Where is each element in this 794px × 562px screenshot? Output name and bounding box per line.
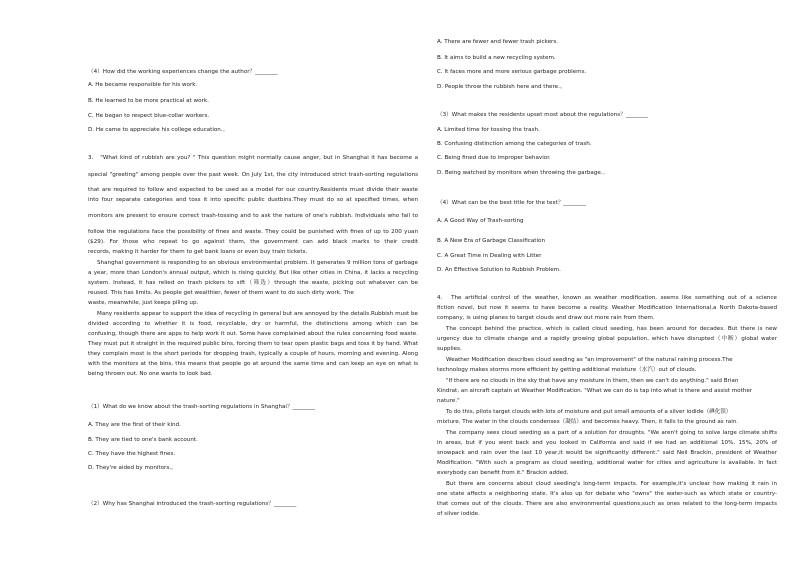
text-line: Kindrat, an aircraft captain at Weather Modification. "What we can do is tap into what is there and assist mother	[437, 388, 753, 394]
text-line: into four separate categories and toss it into specific public dustbins.They must do so at specified times, when	[88, 197, 418, 203]
text-line: They must put it straight in the required public bins, forcing them to tear open plastic bags and toss it by hand. What	[88, 341, 418, 347]
text-line: records, making it harder for them to get bank loans or even buy train tickets.	[88, 249, 308, 255]
text-line: divided according to whether it is food, recyclable, dry or harmful, the distinctions among which can be	[88, 321, 418, 327]
text-line: Shanghai government is responding to an obvious environmental problem. It generates 9 million tons of garbage	[97, 260, 418, 266]
text-line: A. Limited time for tossing the trash.	[437, 127, 540, 133]
text-line: company, is using planes to target clouds and draw out more rain from them.	[437, 315, 655, 321]
text-line: A. A Good Way of Trash-sorting	[437, 218, 524, 224]
text-line: system. Instead, it has relied on trash pickers to sift（筛选）through the waste, picking out whatever can be	[88, 280, 418, 286]
text-line: The concept behind the practice, which is called cloud seeding, has been around for decades. But there is new	[446, 326, 777, 332]
text-line: C. He began to respect blue-collar workers.	[88, 113, 210, 119]
text-line: D. Being watched by monitors when throwing the garbage.。	[437, 170, 609, 176]
text-line: C. It faces more and more serious garbage problems.	[437, 69, 587, 75]
text-line: Weather Modification describes cloud seeding as "an improvement" of the natural raining process.The	[446, 357, 733, 363]
text-line: confusing, though there are apps to help work it out. Some have complained about the rules concerning food waste.	[88, 331, 418, 337]
text-line: C. A Great Time in Dealing with Litter	[437, 253, 542, 259]
text-line: 3. "What kind of rubbish are you? " This question might normally cause anger, but in Shanghai it has become a	[88, 155, 418, 161]
text-line: with the monitors at the bins, this means that people go at around the same time and can keep an eye on what is	[88, 361, 418, 367]
text-line: B. Confusing distinction among the categories of trash.	[437, 141, 592, 147]
text-line: D. An Effective Solution to Rubbish Problem.	[437, 267, 561, 273]
text-line: in areas, but if you went back and you looked in California and said if we had an additional 10%, 15%, 20% of	[437, 440, 777, 446]
text-line: follow the regulations face the possibility of fines and waste. They could be punished with fines of up to 200 yuan	[88, 229, 418, 235]
text-line: reused. This has limits. As people get wealthier, fewer of them want to do such dirty work. The	[88, 290, 354, 296]
text-line: technology makes storms more efficient by getting additional moisture（水汽）out of clouds.	[437, 367, 697, 373]
text-line: （4）What can be the best title for the text？________	[437, 200, 586, 206]
text-line: B. He learned to be more practical at work.	[88, 98, 209, 104]
text-line: a year, more than London's annual output, which is rising quickly. But like other cities in China, it lacks a recycling	[88, 270, 418, 276]
text-line: To do this, pilots target clouds with lots of moisture and put small amounts of a silver iodide（碘化银）	[446, 409, 732, 415]
text-line: D. People throw the rubbish here and there.。	[437, 84, 566, 90]
text-line: A. They are the first of their kind.	[88, 422, 181, 428]
text-line: B. They are tied to one's bank account.	[88, 437, 198, 443]
text-line: （2）Why has Shanghai introduced the trash-sorting regulations？________	[88, 501, 297, 507]
text-line: being thrown out. No one wants to look bad.	[88, 371, 213, 377]
text-line: Many residents appear to support the idea of recycling in general but are annoyed by the details.Rubbish must be	[97, 311, 418, 317]
text-line: A. There are fewer and fewer trash pickers.	[437, 39, 559, 45]
text-line: B. It aims to build a new recycling system.	[437, 55, 556, 61]
text-line: they complain most is the short periods for dropping trash, typically a couple of hours, morning and evening. Along	[88, 351, 418, 357]
text-line: mixture. The water in the clouds condenses（凝结）and becomes heavy. Then, it falls to the ground as rain.	[437, 419, 739, 425]
text-line: D. They're aided by monitors.。	[88, 465, 177, 471]
text-line: fiction novel, but now it seems to have become a reality. Weather Modification International,a North Dakota-based	[437, 305, 777, 311]
text-line: （1）What do we know about the trash-sorting regulations in Shanghai？________	[88, 404, 315, 410]
text-line: special "greeting" among people over the past week. On July 1st, the city introduced strict trash-sorting regulations	[88, 172, 418, 178]
text-line: （4）How did the working experiences change the author？________	[88, 69, 278, 75]
text-line: urgency due to climate change and a rapidly growing global population, which have disrupted（中断）global water	[437, 336, 777, 342]
text-line: that are required to follow and expected to be used as a model for our country.Residents must divide their waste	[88, 187, 418, 193]
text-line: D. He came to appreciate his college education.。	[88, 127, 229, 133]
text-line: 4. The artificial control of the weather, known as weather modification, seems like something out of a science	[437, 295, 777, 301]
text-line: （3）What makes the residents upset most about the regulations？________	[437, 112, 649, 118]
text-line: A. He became responsible for his work.	[88, 82, 198, 88]
text-line: But there are concerns about cloud seeding's long-term impacts. For example,it's unclear how making it rain in	[446, 481, 777, 487]
text-line: of silver iodide.	[437, 511, 480, 517]
text-line: B. A New Era of Garbage Classification	[437, 238, 546, 244]
text-line: C. They have the highest fines.	[88, 451, 176, 457]
text-line: monitors are present to ensure correct trash-tossing and to ask the nature of one's rubbish. Individuals who fail to	[88, 213, 418, 219]
text-line: that comes out of the clouds. There are also environmental questions,such as ones related to the long-term impacts	[437, 501, 777, 507]
text-line: everybody can benefit from it." Brackin added.	[437, 470, 569, 476]
text-line: nature."	[437, 398, 460, 404]
text-line: waste, meanwhile, just keeps piling up.	[88, 300, 199, 306]
text-line: The company sees cloud seeding as a part of a solution for droughts. "We aren't going to solve large climate shifts	[446, 430, 777, 436]
text-line: one state affects a neighboring state. It's also up for debate who "owns" the water-such as which state or country-	[437, 491, 777, 497]
text-line: C. Being fined due to improper behavior.	[437, 155, 551, 161]
text-line: supplies.	[437, 346, 462, 352]
text-line: ($29). For those who repeat to go against them, the government can add black marks to their credit	[88, 239, 418, 245]
text-line: "If there are no clouds in the sky that have any moisture in them, then we can't do anything." said Brian	[446, 378, 739, 384]
text-line: snowpack and rain over the last 10 year,it would be significantly different." said Neil Brackin, president of Weather	[437, 450, 777, 456]
text-line: Modification. "With such a program as cloud seeding, additional water for cities and agriculture is available. In fact	[437, 460, 777, 466]
